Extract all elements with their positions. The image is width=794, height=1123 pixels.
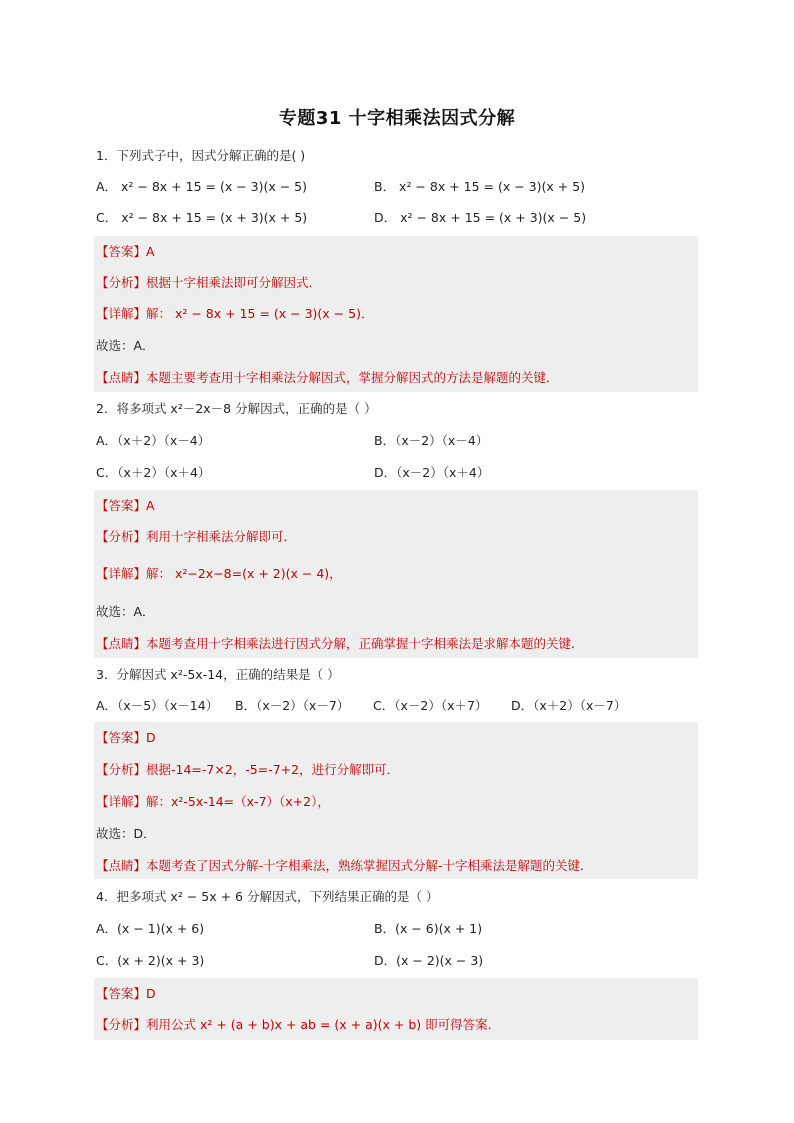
- q2-comment: 【点睛】本题考查用十字相乘法进行因式分解，正确掌握十字相乘法是求解本题的关键．: [96, 636, 584, 651]
- q4-option-b: B．(x − 6)(x + 1): [374, 921, 483, 936]
- q1-option-b: B． x² − 8x + 15 = (x − 3)(x + 5): [374, 179, 586, 194]
- q1-choose: 故选：A．: [96, 338, 155, 353]
- q4-solution-box: [94, 978, 698, 1040]
- q3-option-d: D．（x＋2）（x－7）: [511, 698, 627, 713]
- q1-comment: 【点睛】本题主要考查用十字相乘法分解因式，掌握分解因式的方法是解题的关键．: [96, 370, 559, 385]
- q1-option-a: A． x² − 8x + 15 = (x − 3)(x − 5): [96, 179, 307, 194]
- q4-answer: 【答案】D: [96, 986, 156, 1001]
- q3-option-a: A．（x－5）（x－14）: [96, 698, 219, 713]
- q3-detail: 【详解】解：x²-5x-14=（x-7）（x+2），: [96, 794, 330, 809]
- q2-analysis: 【分析】利用十字相乘法分解即可．: [96, 529, 297, 544]
- q2-option-b: B．（x－2）（x－4）: [374, 433, 489, 448]
- question-3-stem: 3．分解因式 x²-5x-14，正确的结果是（ ）: [96, 667, 340, 682]
- q1-answer: 【答案】A: [96, 244, 155, 259]
- question-1-stem: 1．下列式子中，因式分解正确的是( ): [96, 148, 306, 163]
- q3-answer: 【答案】D: [96, 730, 156, 745]
- q2-detail: 【详解】解： x²−2x−8=(x + 2)(x − 4)，: [96, 566, 342, 581]
- q3-option-c: C．（x－2）（x＋7）: [373, 698, 488, 713]
- q4-option-a: A．(x − 1)(x + 6): [96, 921, 205, 936]
- q1-option-c: C． x² − 8x + 15 = (x + 3)(x + 5): [96, 210, 308, 225]
- q1-solution-box: [94, 236, 698, 392]
- q3-solution-box: [94, 722, 698, 879]
- q4-option-c: C．(x + 2)(x + 3): [96, 953, 205, 968]
- q2-solution-box: [94, 490, 698, 658]
- q2-option-a: A．（x＋2）（x－4）: [96, 433, 211, 448]
- q3-option-b: B．（x－2）（x－7）: [235, 698, 350, 713]
- page-title: 专题31 十字相乘法因式分解: [278, 108, 516, 129]
- q3-choose: 故选：D．: [96, 826, 156, 841]
- q2-choose: 故选：A．: [96, 604, 155, 619]
- q2-answer: 【答案】A: [96, 498, 155, 513]
- q1-option-d: D． x² − 8x + 15 = (x + 3)(x − 5): [374, 210, 587, 225]
- q4-option-d: D．(x − 2)(x − 3): [374, 953, 484, 968]
- q3-analysis: 【分析】根据-14=-7×2，-5=-7+2，进行分解即可．: [96, 762, 400, 777]
- q1-detail: 【详解】解： x² − 8x + 15 = (x − 3)(x − 5)．: [96, 306, 374, 321]
- q2-option-d: D．（x－2）（x＋4）: [374, 465, 490, 480]
- q2-option-c: C．（x＋2）（x＋4）: [96, 465, 211, 480]
- q4-analysis: 【分析】利用公式 x² + (a + b)x + ab = (x + a)(x + b) 即可得答案．: [96, 1017, 501, 1032]
- question-2-stem: 2．将多项式 x²－2x－8 分解因式，正确的是（ ）: [96, 401, 377, 416]
- question-4-stem: 4．把多项式 x² − 5x + 6 分解因式，下列结果正确的是（ ）: [96, 889, 439, 904]
- q3-comment: 【点睛】本题考查了因式分解-十字相乘法，熟练掌握因式分解-十字相乘法是解题的关键．: [96, 858, 593, 873]
- q1-analysis: 【分析】根据十字相乘法即可分解因式．: [96, 275, 322, 290]
